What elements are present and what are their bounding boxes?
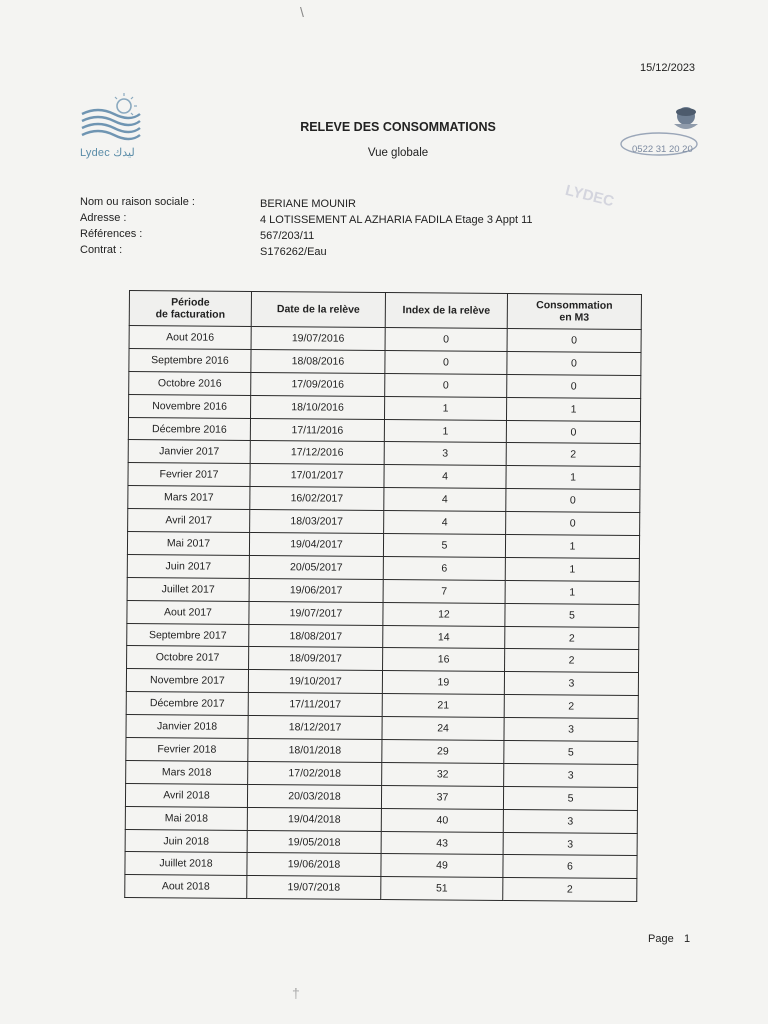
scan-mark: † [292,985,300,1001]
reading-index-cell: 1 [384,396,506,420]
reading-index-cell: 24 [382,717,504,741]
consumption-cell: 2 [504,695,638,719]
period-cell: Juillet 2017 [127,577,249,601]
reading-date-cell: 17/11/2016 [250,418,384,442]
scan-mark: \ [300,4,304,20]
client-address-label: Adresse : [80,212,127,224]
consumption-cell: 3 [503,809,637,833]
consumption-cell: 3 [504,718,638,742]
consumption-cell: 5 [503,786,637,810]
table-header-row [129,291,641,330]
reading-index-cell: 6 [383,556,505,580]
consumption-cell: 1 [505,580,639,604]
reading-index-cell: 51 [381,877,503,901]
reading-index-cell: 37 [381,785,503,809]
document-subtitle: Vue globale [367,147,429,159]
document-title: RELEVE DES CONSOMMATIONS [300,120,496,134]
period-cell: Décembre 2016 [128,417,250,441]
phone-number: 0522 31 20 20 [632,144,693,155]
table-row [125,875,637,902]
period-cell: Janvier 2017 [128,440,250,464]
reading-date-cell: 19/04/2017 [249,532,383,556]
period-cell: Janvier 2018 [126,715,248,739]
reading-index-cell: 4 [384,465,506,489]
consumption-cell: 1 [506,397,640,421]
reading-index-cell: 7 [383,579,505,603]
consumption-cell: 0 [506,512,640,536]
period-cell: Décembre 2017 [126,692,248,716]
reading-index-cell: 0 [385,373,507,397]
period-cell: Juin 2018 [125,829,247,853]
period-cell: Aout 2018 [125,875,247,899]
consumption-cell: 2 [503,878,637,902]
consumption-cell: 0 [507,328,641,352]
consumption-cell: 2 [505,626,639,650]
period-cell: Octobre 2017 [127,646,249,670]
column-header-period: Période de facturation [129,291,251,327]
consumption-cell: 6 [503,855,637,879]
column-header-reading-index: Index de la relève [385,293,507,329]
logo-text: Lydec ليدك [80,147,135,159]
consumption-cell: 5 [505,603,639,627]
reading-index-cell: 0 [385,328,507,352]
reading-index-cell: 32 [382,762,504,786]
reading-index-cell: 49 [381,854,503,878]
consumption-table [124,290,642,902]
reading-index-cell: 5 [383,534,505,558]
period-cell: Mai 2017 [127,532,249,556]
page-label: Page [648,933,674,945]
period-cell: Mars 2018 [126,760,248,784]
reading-date-cell: 19/07/2018 [247,876,381,900]
reading-date-cell: 17/09/2016 [251,372,385,396]
period-cell: Septembre 2016 [129,348,251,372]
consumption-cell: 0 [506,489,640,513]
consumption-cell: 0 [507,351,641,375]
reading-date-cell: 17/11/2017 [248,693,382,717]
reading-date-cell: 19/06/2018 [247,853,381,877]
period-cell: Fevrier 2017 [128,463,250,487]
consumption-cell: 1 [505,534,639,558]
period-cell: Juillet 2018 [125,852,247,876]
period-cell: Mars 2017 [128,486,250,510]
client-references-value: 567/203/11 [260,230,315,242]
reading-date-cell: 19/07/2017 [249,601,383,625]
reading-date-cell: 18/12/2017 [248,716,382,740]
document-date: 15/12/2023 [640,62,696,74]
reading-date-cell: 19/07/2016 [251,326,385,350]
reading-date-cell: 19/10/2017 [248,670,382,694]
reading-index-cell: 21 [382,694,504,718]
lydec-stamp: LYDEC [563,181,616,211]
period-cell: Septembre 2017 [127,623,249,647]
reading-index-cell: 3 [384,442,506,466]
period-cell: Avril 2018 [125,783,247,807]
client-name-label: Nom ou raison sociale : [80,196,195,208]
reading-date-cell: 19/05/2018 [247,830,381,854]
period-cell: Octobre 2016 [129,371,251,395]
period-cell: Novembre 2017 [126,669,248,693]
reading-date-cell: 20/03/2018 [247,784,381,808]
consumption-cell: 2 [506,443,640,467]
reading-index-cell: 29 [382,740,504,764]
client-name-value: BERIANE MOUNIR [260,198,356,210]
reading-date-cell: 20/05/2017 [249,555,383,579]
consumption-cell: 2 [505,649,639,673]
column-header-reading-date: Date de la relève [251,291,385,327]
reading-index-cell: 12 [383,602,505,626]
reading-date-cell: 17/02/2018 [248,761,382,785]
client-address-value: 4 LOTISSEMENT AL AZHARIA FADILA Etage 3 Appt 11 [260,214,533,226]
client-contract-value: S176262/Eau [260,246,327,258]
column-header-consumption: Consommation en M3 [507,293,641,329]
reading-index-cell: 1 [384,419,506,443]
period-cell: Juin 2017 [127,554,249,578]
consumption-cell: 0 [507,374,641,398]
reading-date-cell: 19/04/2018 [247,807,381,831]
reading-date-cell: 18/01/2018 [248,738,382,762]
page-number: 1 [684,933,691,945]
reading-index-cell: 0 [385,350,507,374]
period-cell: Fevrier 2018 [126,738,248,762]
reading-index-cell: 43 [381,831,503,855]
reading-index-cell: 19 [382,671,504,695]
client-references-label: Références : [80,228,143,240]
consumption-cell: 1 [505,557,639,581]
reading-date-cell: 18/08/2017 [249,624,383,648]
client-contract-label: Contrat : [80,244,123,256]
reading-date-cell: 17/01/2017 [250,464,384,488]
reading-date-cell: 17/12/2016 [250,441,384,465]
period-cell: Avril 2017 [128,509,250,533]
period-cell: Novembre 2016 [129,394,251,418]
period-cell: Aout 2017 [127,600,249,624]
reading-index-cell: 14 [383,625,505,649]
reading-index-cell: 40 [381,808,503,832]
reading-index-cell: 16 [383,648,505,672]
reading-date-cell: 18/03/2017 [250,510,384,534]
consumption-cell: 1 [506,466,640,490]
consumption-cell: 0 [506,420,640,444]
consumption-cell: 5 [504,740,638,764]
consumption-cell: 3 [503,832,637,856]
reading-date-cell: 18/09/2017 [249,647,383,671]
reading-index-cell: 4 [384,488,506,512]
reading-index-cell: 4 [384,511,506,535]
consumption-cell: 3 [504,763,638,787]
period-cell: Mai 2018 [125,806,247,830]
period-cell: Aout 2016 [129,326,251,350]
reading-date-cell: 18/08/2016 [251,349,385,373]
reading-date-cell: 16/02/2017 [250,487,384,511]
consumption-cell: 3 [504,672,638,696]
reading-date-cell: 19/06/2017 [249,578,383,602]
reading-date-cell: 18/10/2016 [250,395,384,419]
